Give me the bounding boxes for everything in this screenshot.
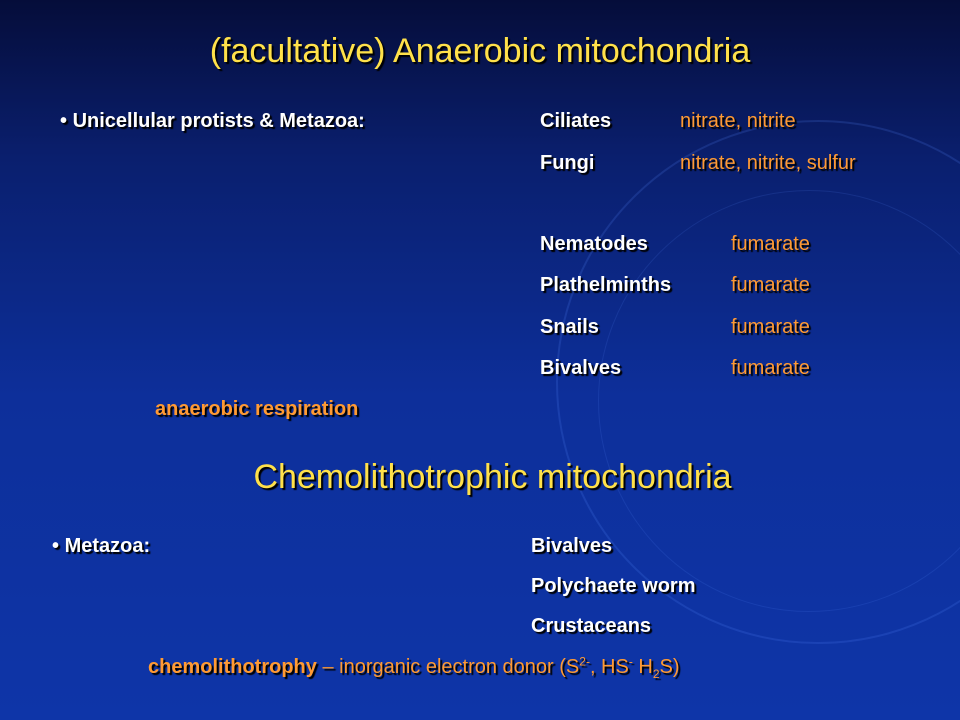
organism-label: Nematodes xyxy=(540,233,648,255)
bullet-label: Unicellular protists & Metazoa: xyxy=(72,110,365,132)
section1-bullet xyxy=(60,110,365,133)
organism-label: Bivalves xyxy=(531,535,613,557)
acceptor-label: fumarate xyxy=(731,316,810,338)
note-bold: chemolithotrophy xyxy=(148,656,317,678)
organism-label: Fungi xyxy=(540,152,595,174)
organism-label: Bivalves xyxy=(540,357,622,379)
acceptor-label: nitrate, nitrite xyxy=(680,110,796,132)
note-text: H xyxy=(632,656,653,678)
acceptor-label: fumarate xyxy=(731,233,810,255)
note-sup: - xyxy=(628,654,633,669)
slide-title: (facultative) Anaerobic mitochondria xyxy=(209,32,751,70)
organism-label: Snails xyxy=(540,316,599,338)
organism-label: Polychaete worm xyxy=(531,575,696,597)
acceptor-label: fumarate xyxy=(731,357,810,379)
organism-label: Crustaceans xyxy=(531,615,652,637)
section2-title: Chemolithotrophic mitochondria xyxy=(253,458,732,496)
section1-note: anaerobic respiration xyxy=(155,398,359,420)
note-sup: 2- xyxy=(579,654,590,669)
note-text: – inorganic electron donor (S xyxy=(316,656,580,678)
section2-bullet xyxy=(52,535,150,558)
note-text: , HS xyxy=(589,656,629,678)
note-text: S) xyxy=(659,656,680,678)
acceptor-label: fumarate xyxy=(731,274,810,296)
acceptor-label: nitrate, nitrite, sulfur xyxy=(680,152,856,174)
section2-note xyxy=(148,656,680,679)
bullet-icon: • xyxy=(52,535,65,557)
organism-label: Plathelminths xyxy=(540,274,672,296)
bullet-icon: • xyxy=(60,110,73,132)
organism-label: Ciliates xyxy=(540,110,612,132)
note-sub: 2 xyxy=(652,667,660,681)
bullet-label: Metazoa: xyxy=(64,535,151,557)
